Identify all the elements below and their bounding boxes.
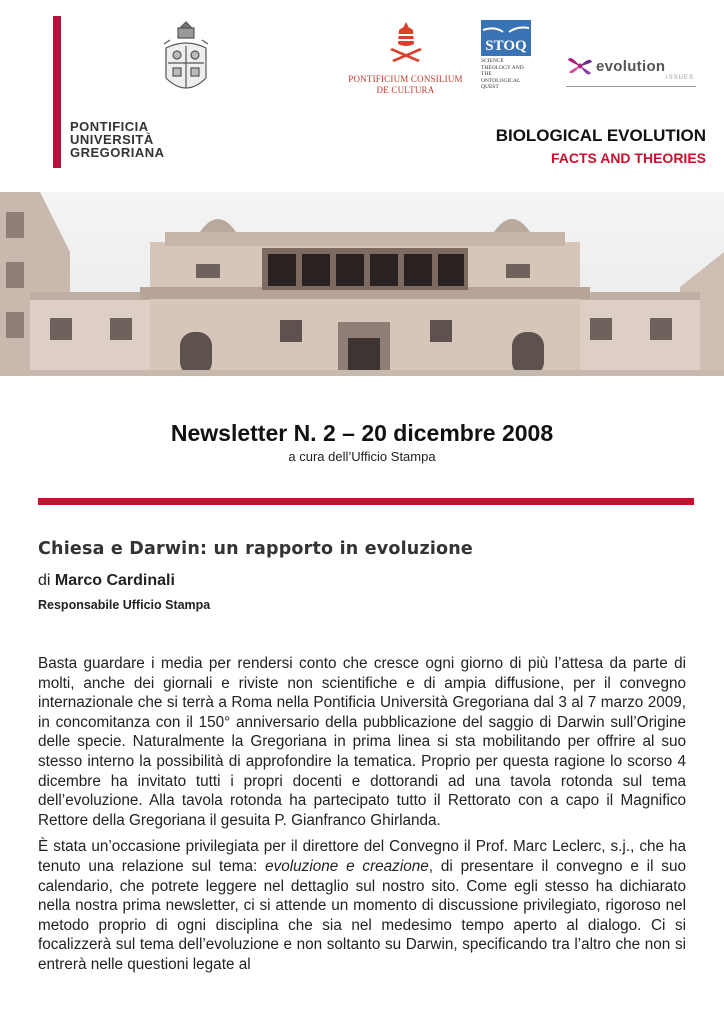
byline-prefix: di [38, 572, 51, 589]
papal-tiara-keys-icon [388, 20, 424, 62]
creation-hands-icon [481, 20, 531, 56]
gregorian-palace-facade-photo [0, 192, 724, 376]
gregorian-coat-of-arms-icon [156, 18, 216, 114]
paragraph-text: , di presentare il convegno e il suo calendario, che potrete leggere nel dettaglio sul nostro sito. Come egli stesso ha dichiarato nella nostra prima newsletter, ci si attende un momento di discussione privilegiato, rigoroso nel metodo proprio di ogni disciplina che sia nel medesimo tempo aperto al dialogo. Ci si focalizzerà sul tema dell’evoluzione e non soltanto su Darwin, specificando tra l’altro che non si entrerà nelle questioni legate al [38, 857, 686, 973]
stoq-subtitle-line: SCIENCE [481, 58, 504, 64]
evolution-word: evolution [596, 58, 666, 75]
stoq-name: STOQ [485, 38, 527, 54]
newsletter-title: Newsletter N. 2 – 20 dicembre 2008 [170, 420, 554, 446]
article-paragraph [38, 837, 686, 974]
stoq-subtitle-line: QUEST [481, 84, 499, 90]
stoq-logo [481, 20, 531, 96]
article-paragraph: Basta guardare i media per rendersi conto che cresce ogni giorno di più l’attesa da parte di molti, anche dei giornali e riviste non scientifiche e di ampia diffusione, per il convegno internazionale che si terrà a Roma nella Pontificia Università Gregoriana dal 3 al 7 marzo 2009, in concomitanza con il 150° anniversario della pubblicazione del saggio di Darwin sull’Origine delle specie. Naturalmente la Gregoriana in prima linea si sta mobilitando per offrire al suo stesso interno la possibilità di approfondire la tematica. Proprio per questa ragione lo scorso 4 dicembre ha invitato tutti i propri docenti e dottorandi ad una tavola rotonda sul tema dell’evoluzione. Alla tavola rotonda ha partecipato tutto il Rettorato con a capo il Magnifico Rettore della Gregoriana il gesuita P. Gianfranco Ghirlanda. [38, 655, 686, 829]
university-name-line: GREGORIANA [70, 145, 165, 160]
project-subtitle: FACTS AND THEORIES [550, 150, 706, 166]
author-role: Responsabile Ufficio Stampa [38, 598, 211, 612]
stoq-badge [481, 20, 531, 56]
stoq-subtitle [481, 58, 531, 91]
evolution-swirl-icon [566, 52, 594, 80]
building-photo [0, 192, 724, 376]
pontifical-council-logo [338, 20, 473, 100]
stoq-subtitle-line: THE ONTOLOGICAL [481, 71, 521, 84]
paragraph-emphasis: evoluzione e creazione [265, 857, 429, 875]
header-accent-bar [53, 16, 61, 168]
university-logo [70, 18, 165, 168]
pontifical-council-line: DE CULTURA [376, 85, 435, 95]
project-title: BIOLOGICAL EVOLUTION [495, 126, 706, 145]
evolution-underline [566, 86, 696, 87]
pontifical-council-line: PONTIFICIUM CONSILIUM [348, 74, 463, 84]
paragraph-text: È stata un’occasione privilegiata per il direttore del Convegno il Prof. Marc Leclerc, s.j., che ha tenuto una relazione sul tema: [38, 838, 686, 875]
article-title: Chiesa e Darwin: un rapporto in evoluzione [38, 539, 474, 559]
university-name-line: PONTIFICIA [70, 119, 149, 134]
university-name-line: UNIVERSITÀ [70, 132, 154, 147]
stoq-subtitle-line: THEOLOGY AND [481, 64, 524, 71]
evolution-issues-logo [566, 48, 696, 88]
newsletter-subtitle: a cura dell’Ufficio Stampa [288, 449, 436, 464]
pontifical-council-name [338, 74, 473, 96]
evolution-issues-label: ISSUES [666, 75, 695, 81]
article-byline [38, 572, 175, 590]
article-author: Marco Cardinali [54, 572, 175, 589]
university-name [70, 120, 165, 159]
article-body [38, 654, 686, 982]
section-divider [38, 498, 694, 505]
